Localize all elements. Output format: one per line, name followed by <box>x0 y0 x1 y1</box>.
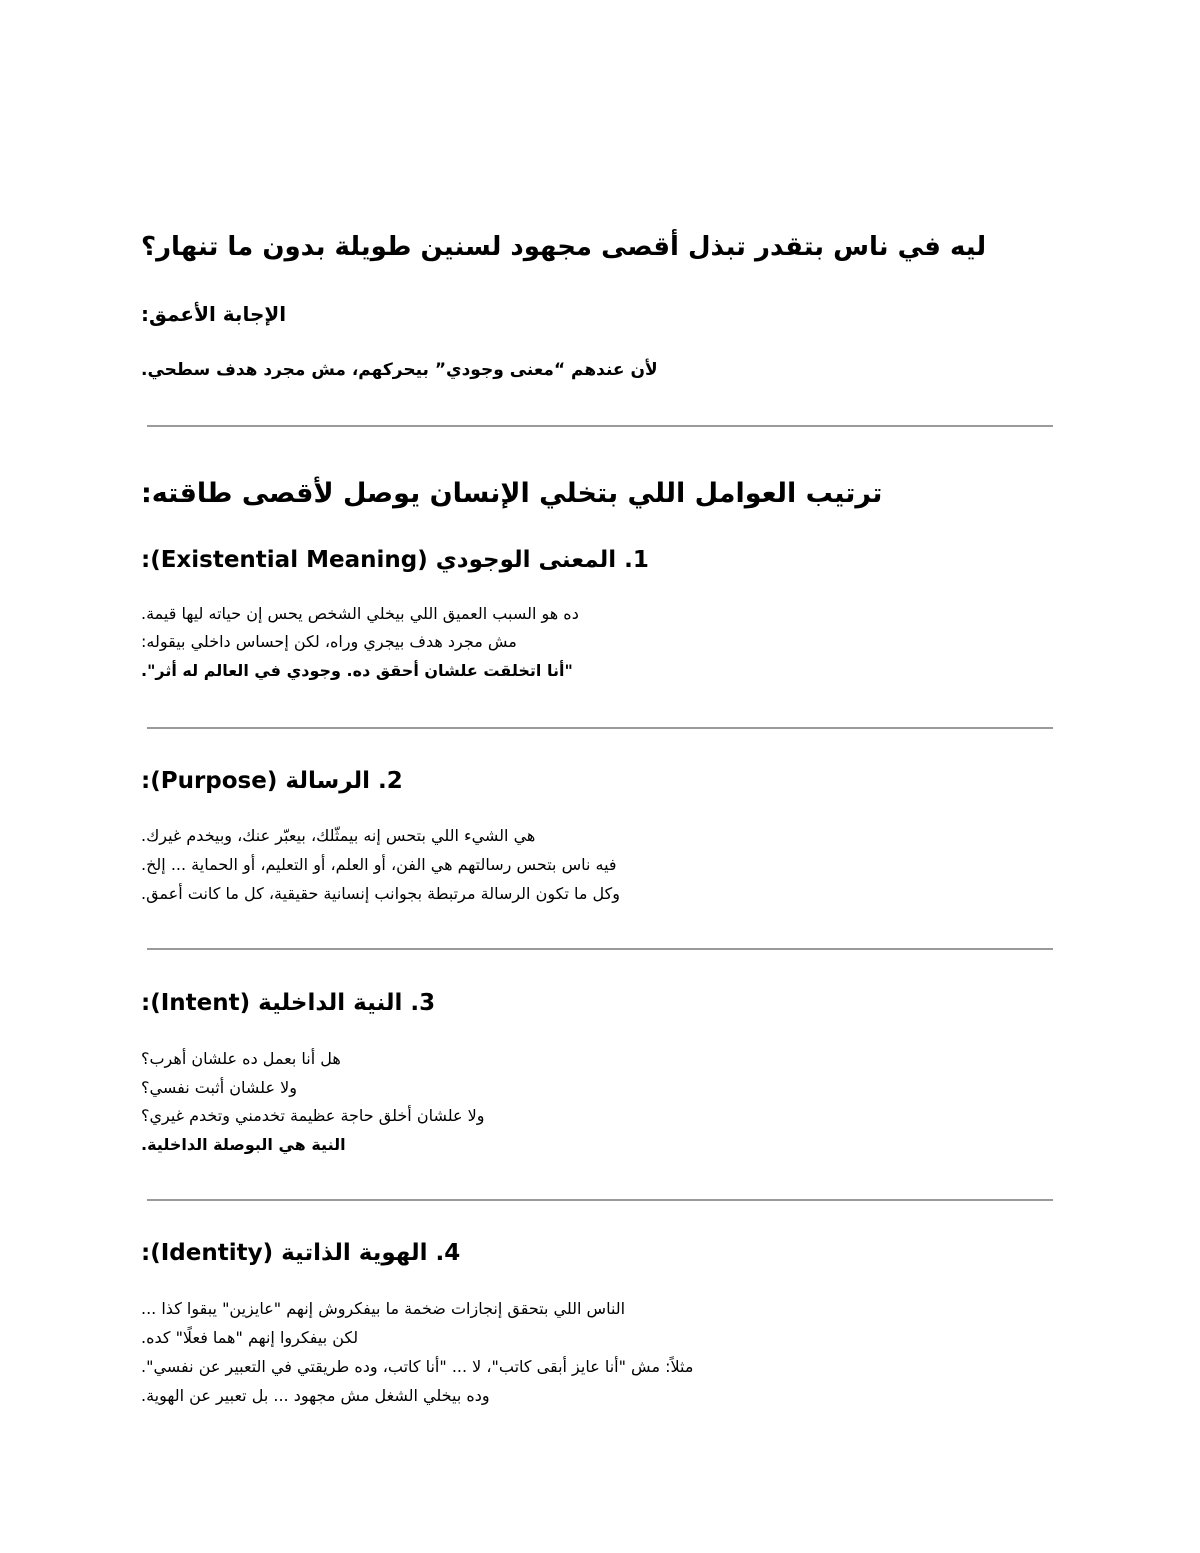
section-heading-identity: 4. الهوية الذاتية (Identity): <box>141 1240 461 1266</box>
section-line: مثلاً: مش "أنا عايز أبقى كاتب"، لا ... "أنا كاتب، وده طريقتي في التعبير عن نفسي". <box>141 1357 694 1376</box>
section-line: هي الشيء اللي بتحس إنه بيمثّلك، بيعبّر عنك، وبيخدم غيرك. <box>141 826 536 845</box>
divider <box>147 1199 1053 1201</box>
section-line: الناس اللي بتحقق إنجازات ضخمة ما بيفكروش إنهم "عايزين" يبقوا كذا ... <box>141 1299 626 1318</box>
section-line: وكل ما تكون الرسالة مرتبطة بجوانب إنسانية حقيقية، كل ما كانت أعمق. <box>141 884 620 903</box>
section-line: مش مجرد هدف بيجري وراه، لكن إحساس داخلي بيقوله: <box>141 632 517 651</box>
divider <box>147 948 1053 950</box>
section-line: ده هو السبب العميق اللي بيخلي الشخص يحس إن حياته ليها قيمة. <box>141 604 579 623</box>
divider <box>147 425 1053 427</box>
section-line: لكن بيفكروا إنهم "هما فعلًا" كده. <box>141 1328 359 1347</box>
divider <box>147 727 1053 729</box>
section-line: فيه ناس بتحس رسالتهم هي الفن، أو العلم، أو التعليم، أو الحماية ... إلخ. <box>141 855 617 874</box>
section-heading-purpose: 2. الرسالة (Purpose): <box>141 768 403 794</box>
ranking-heading: ترتيب العوامل اللي بتخلي الإنسان يوصل لأقصى طاقته: <box>141 478 883 509</box>
section-line: ولا علشان أثبت نفسي؟ <box>141 1078 297 1097</box>
section-line: ولا علشان أخلق حاجة عظيمة تخدمني وتخدم غيري؟ <box>141 1106 485 1125</box>
question-title: ليه في ناس بتقدر تبذل أقصى مجهود لسنين طويلة بدون ما تنهار؟ <box>141 232 987 262</box>
section-line-emphasis: النية هي البوصلة الداخلية. <box>141 1135 346 1154</box>
section-heading-existential-meaning: 1. المعنى الوجودي (Existential Meaning): <box>141 547 649 573</box>
section-line: هل أنا بعمل ده علشان أهرب؟ <box>141 1049 341 1068</box>
answer-text: لأن عندهم “معنى وجودي” بيحركهم، مش مجرد هدف سطحي. <box>141 360 658 380</box>
section-line: وده بيخلي الشغل مش مجهود ... بل تعبير عن الهوية. <box>141 1386 490 1405</box>
answer-label: الإجابة الأعمق: <box>141 302 287 326</box>
section-line-emphasis: "أنا اتخلقت علشان أحقق ده. وجودي في العالم له أثر". <box>141 661 573 680</box>
section-heading-intent: 3. النية الداخلية (Intent): <box>141 990 436 1016</box>
